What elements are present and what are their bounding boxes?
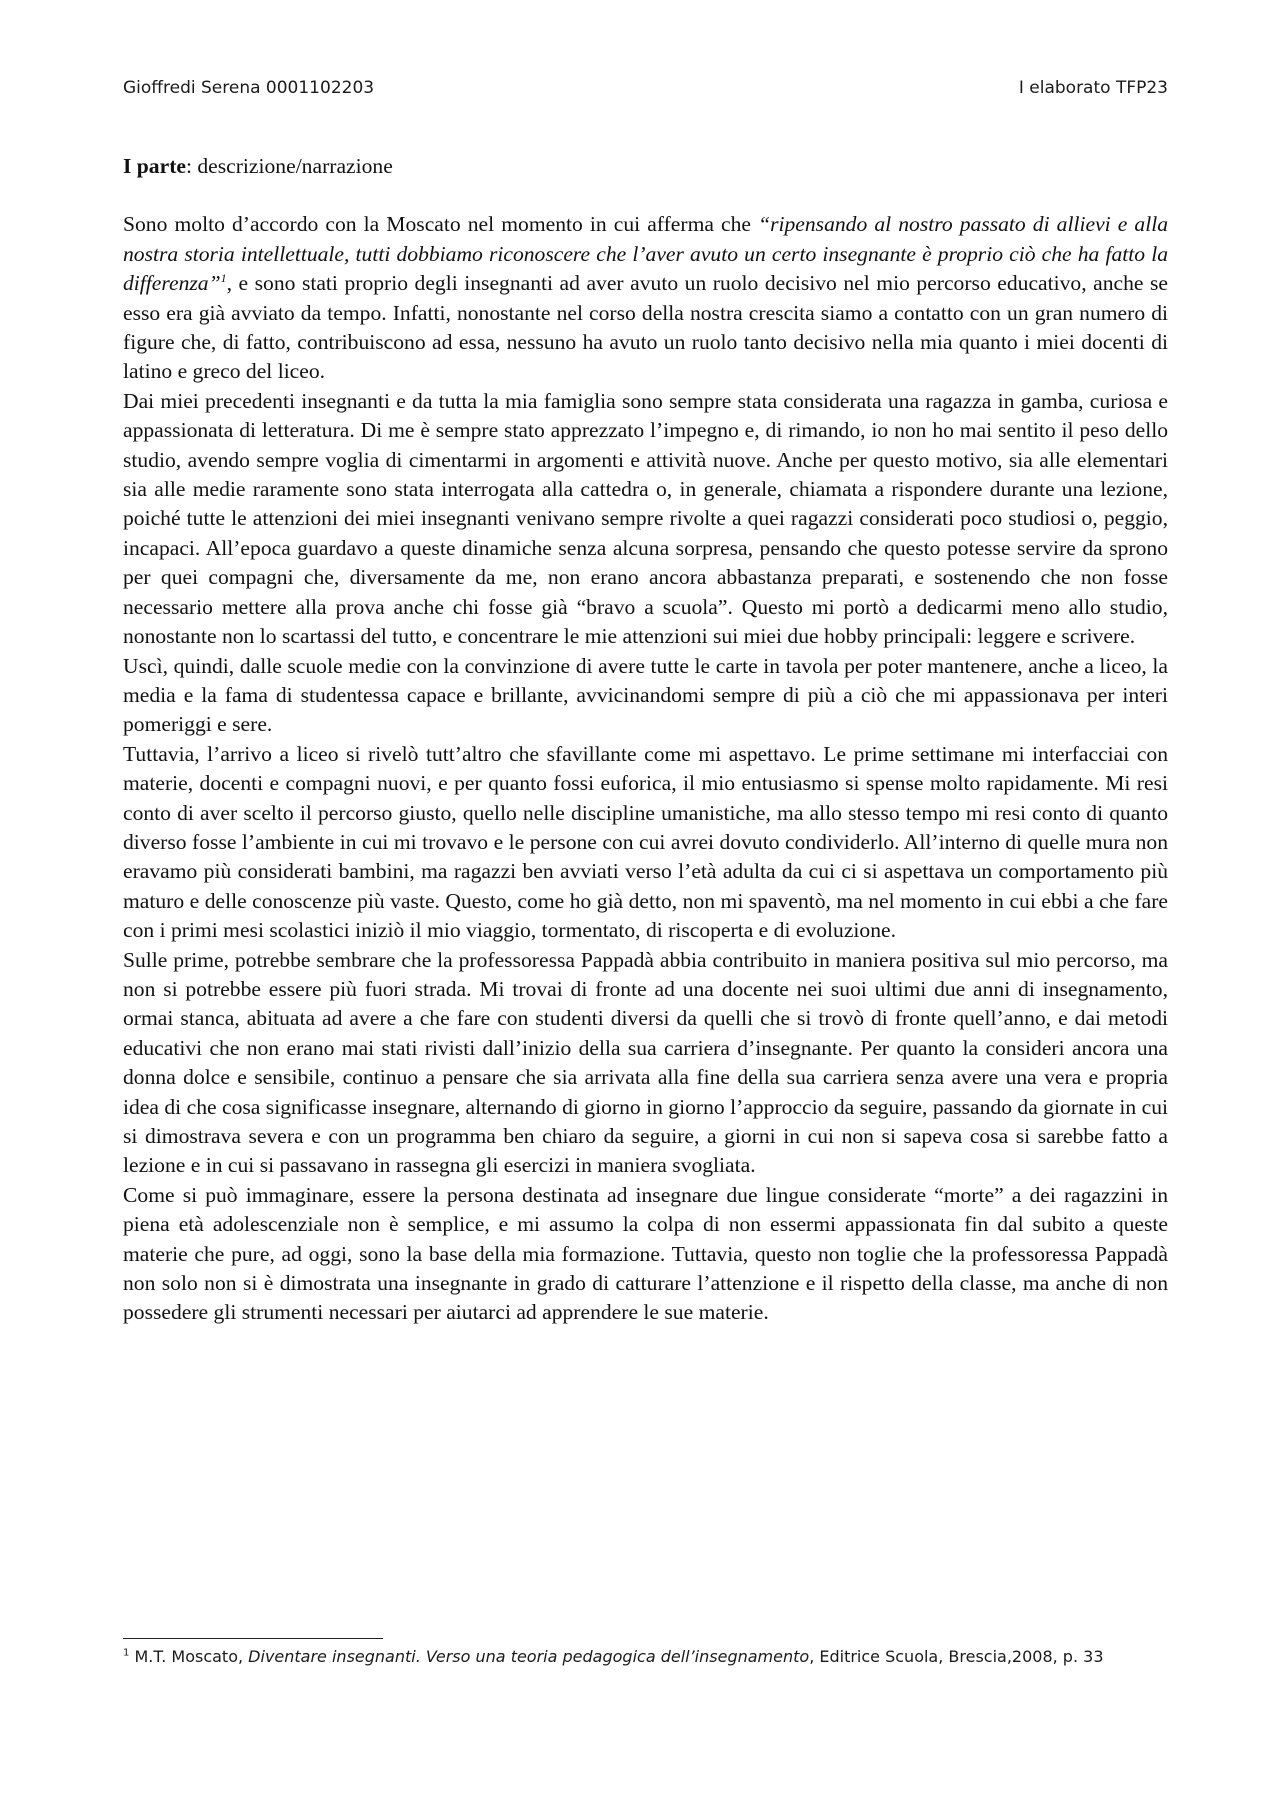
paragraph-5: Sulle prime, potrebbe sembrare che la professoressa Pappadà abbia contribuito in maniera positiva sul mio percorso, ma non si potrebbe essere più fuori strada. Mi trovai di fronte ad una docente nei suoi ultimi due anni di insegnamento, ormai stanca, abituata ad avere a che fare con studenti diversi da quelli che si trovò di fronte quell’anno, e dai metodi educativi che non erano mai stati rivisti dall’inizio della sua carriera d’insegnante. Per quanto la consideri ancora una donna dolce e sensibile, continuo a pensare che sia arrivata alla fine della sua carriera senza avere una vera e propria idea di che cosa significasse insegnare, alternando di giorno in giorno l’approccio da seguire, passando da giornate in cui si dimostrava severa e con un programma ben chiaro da seguire, a giorni in cui non si sapeva cosa si sarebbe fatto a lezione e in cui si passavano in rassegna gli esercizi in maniera svogliata.: [123, 947, 1168, 1178]
section-title-bold: I parte: [123, 154, 186, 178]
page-header: [123, 78, 1168, 98]
footnote-book-title: Diventare insegnanti. Verso una teoria pedagogica dell’insegnamento: [248, 1647, 810, 1666]
paragraph-3: Uscì, quindi, dalle scuole medie con la convinzione di avere tutte le carte in tavola per poter mantenere, anche a liceo, la media e la fama di studentessa capace e brillante, avvicinandomi sempre di più a ciò che mi appassionava per interi pomeriggi e sere.: [123, 653, 1168, 737]
paragraph-1-rest: , e sono stati proprio degli insegnanti ad aver avuto un ruolo decisivo nel mio percorso educativo, anche se esso era già avviato da tempo. Infatti, nonostante nel corso della nostra crescita siamo a contatto con un gran numero di figure che, di fatto, contribuiscono ad essa, nessuno ha avuto un ruolo tanto decisivo nella mia quanto i miei docenti di latino e greco del liceo.: [123, 271, 1168, 384]
footnote-reference: 1: [220, 271, 227, 286]
footnote-author: M.T. Moscato,: [129, 1647, 249, 1666]
header-author-id: Gioffredi Serena 0001102203: [123, 78, 375, 98]
document-body: [123, 152, 1168, 1328]
section-title-rest: : descrizione/narrazione: [185, 154, 393, 178]
footnote-separator: [123, 1638, 383, 1639]
paragraph-4: Tuttavia, l’arrivo a liceo si rivelò tutt’altro che sfavillante come mi aspettavo. Le prime settimane mi interfacciai con materie, docenti e compagni nuovi, e per quanto fossi euforica, il mio entusiasmo si spense molto rapidamente. Mi resi conto di aver scelto il percorso giusto, quello nelle discipline umanistiche, ma allo stesso tempo mi resi conto di quanto diverso fosse l’ambiente in cui mi trovavo e le persone con cui avrei dovuto condividerlo. All’interno di quelle mura non eravamo più considerati bambini, ma ragazzi ben avviati verso l’età adulta da cui ci si aspettava un comportamento più maturo e delle conoscenze più vaste. Questo, come ho già detto, non mi spaventò, ma nel momento in cui ebbi a che fare con i primi mesi scolastici iniziò il mio viaggio, tormentato, di riscoperta e di evoluzione.: [123, 741, 1168, 943]
footnote: [123, 1644, 1168, 1670]
footnote-details: , Editrice Scuola, Brescia,2008, p. 33: [809, 1647, 1104, 1666]
section-title: [123, 152, 1168, 181]
paragraph-1-quote: “ripensando al nostro passato di allievi e alla nostra storia intellettuale, tutti dobbiamo riconoscere che l’aver avuto un certo insegnante è proprio ciò che ha fatto la differenza”: [123, 212, 1168, 296]
paragraph-1-lead: Sono molto d’accordo con la Moscato nel momento in cui afferma che: [123, 212, 759, 237]
paragraph-1: [123, 210, 1168, 386]
paragraph-2: Dai miei precedenti insegnanti e da tutta la mia famiglia sono sempre stata considerata una ragazza in gamba, curiosa e appassionata di letteratura. Di me è sempre stato apprezzato l’impegno e, di rimando, io non ho mai sentito il peso dello studio, avendo sempre voglia di cimentarmi in argomenti e attività nuove. Anche per questo motivo, sia alle elementari sia alle medie raramente sono stata interrogata alla cattedra o, in generale, chiamata a rispondere durante una lezione, poiché tutte le attenzioni dei miei insegnanti venivano sempre rivolte a quei ragazzi considerati poco studiosi o, peggio, incapaci. All’epoca guardavo a queste dinamiche senza alcuna sorpresa, pensando che questo potesse servire da sprono per quei compagni che, diversamente da me, non erano ancora abbastanza preparati, e sostenendo che non fosse necessario mettere alla prova anche chi fosse già “bravo a scuola”. Questo mi portò a dedicarmi meno allo studio, nonostante non lo scartassi del tutto, e concentrare le mie attenzioni sui miei due hobby principali: leggere e scrivere.: [123, 388, 1168, 649]
footnote-number: 1: [123, 1647, 130, 1659]
paragraph-6: Come si può immaginare, essere la persona destinata ad insegnare due lingue considerate “morte” a dei ragazzini in piena età adolescenziale non è semplice, e mi assumo la colpa di non essermi appassionata fin dal subito a queste materie che pure, ad oggi, sono la base della mia formazione. Tuttavia, questo non toglie che la professoressa Pappadà non solo non si è dimostrata una insegnante in grado di catturare l’attenzione e il rispetto della classe, ma anche di non possedere gli strumenti necessari per aiutarci ad apprendere le sue materie.: [123, 1182, 1168, 1325]
header-document-title: I elaborato TFP23: [1018, 78, 1168, 98]
